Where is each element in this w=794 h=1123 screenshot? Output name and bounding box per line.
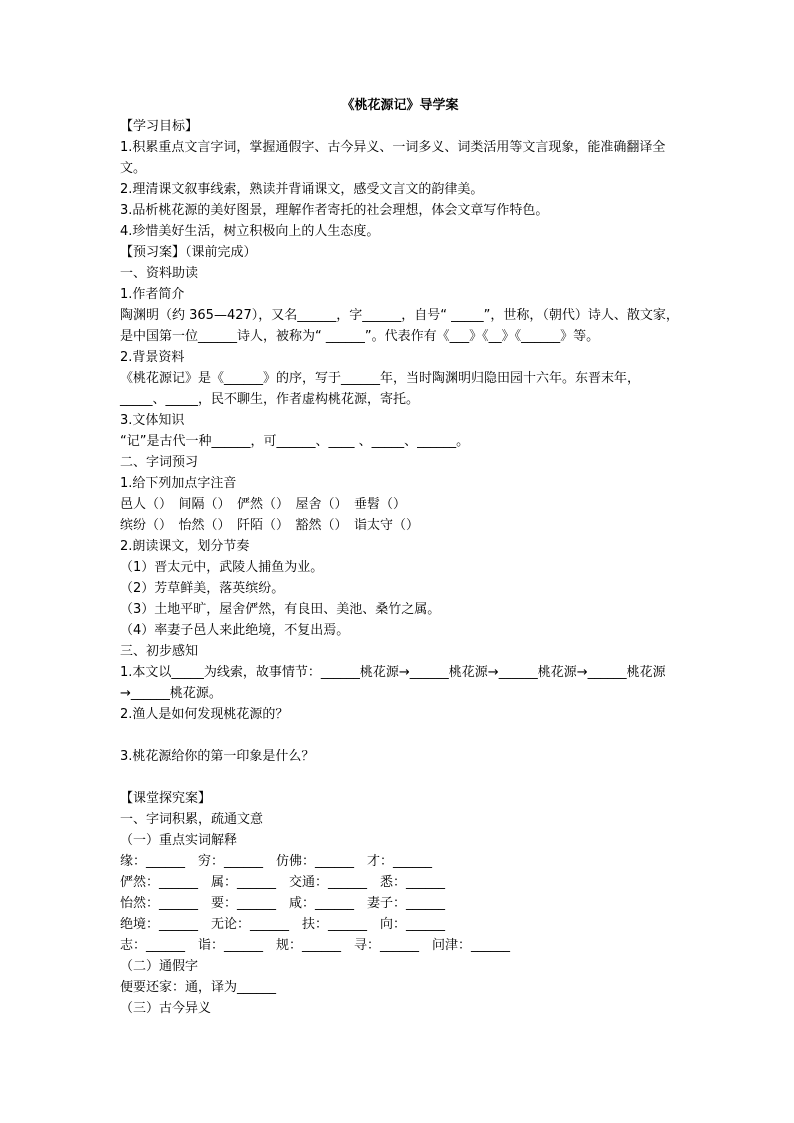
key-words-row-4: 绝境：______ 无论：______ 扶：______ 向：______	[120, 917, 446, 932]
document-title: 《桃花源记》导学案	[341, 98, 459, 113]
rhythm-sentence-2: （2）芳草鲜美，落英缤纷。	[120, 581, 285, 596]
genre-text: “记”是古代一种______，可______、____ 、_____、______。	[120, 434, 470, 449]
document-body	[120, 96, 680, 1019]
subheading-materials: 一、资料助读	[120, 266, 199, 281]
key-words-row-1: 缘：______ 穷：______ 仿佛：______ 才：______	[120, 854, 433, 869]
author-intro-text: 陶渊明（约 365—427），又名______，字______，自号“ _____”，世称，（朝代）诗人、散文家，是中国第一位______诗人，被称为“ ______”。代表作有《___》《__》《______》等。	[120, 308, 679, 344]
rhythm-sentence-4: （4）率妻子邑人来此绝境，不复出焉。	[120, 623, 350, 638]
objective-4: 4.珍惜美好生活，树立积极向上的人生态度。	[120, 224, 380, 239]
key-words-row-2: 俨然：______ 属：______ 交通：______ 悉：______	[120, 875, 446, 890]
rhythm-sentence-1: （1）晋太元中，武陵人捕鱼为业。	[120, 560, 324, 575]
subheading-vocab-accumulation: 一、字词积累，疏通文意	[120, 812, 264, 827]
key-words-row-3: 怡然：______ 要：______ 咸：______ 妻子：______	[120, 896, 446, 911]
subheading-vocab-preview: 二、字词预习	[120, 455, 199, 470]
key-words-row-5: 志：______ 诣：______ 规：______ 寻：______ 问津：______	[120, 938, 511, 953]
interchangeable-item: 便要还家：通，译为______	[120, 980, 277, 995]
question-impression: 3.桃花源给你的第一印象是什么？	[120, 749, 315, 764]
pinyin-row-2: 缤纷（） 怡然（） 阡陌（） 豁然（） 诣太守（）	[120, 518, 420, 533]
rhythm-sentence-3: （3）土地平旷，屋舍俨然，有良田、美池、桑竹之属。	[120, 602, 441, 617]
answer-space	[120, 725, 680, 746]
question-plot: 1.本文以_____为线索，故事情节：______桃花源→______桃花源→______桃花源→______桃花源→______桃花源。	[120, 665, 666, 701]
objective-3: 3.品析桃花源的美好图景，理解作者寄托的社会理想，体会文章写作特色。	[120, 203, 549, 218]
item-pinyin: 1.给下列加点字注音	[120, 476, 237, 491]
answer-space	[120, 767, 680, 788]
item-author-intro: 1.作者简介	[120, 287, 185, 302]
background-text: 《桃花源记》是《______》的序，写于______年，当时陶渊明归隐田园十六年。东晋末年，_____、_____，民不聊生，作者虚构桃花源，寄托。	[120, 371, 641, 407]
question-discovery: 2.渔人是如何发现桃花源的？	[120, 707, 289, 722]
section-heading-preview: 【预习案】（课前完成）	[120, 245, 257, 260]
item-genre: 3.文体知识	[120, 413, 185, 428]
subheading-key-words: （一）重点实词解释	[120, 833, 238, 848]
item-background: 2.背景资料	[120, 350, 185, 365]
objective-1: 1.积累重点文言字词，掌握通假字、古今异义、一词多义、词类活用等文言现象，能准确翻译全文。	[120, 140, 666, 176]
subheading-ancient-modern: （三）古今异义	[120, 1001, 212, 1016]
subheading-interchangeable: （二）通假字	[120, 959, 199, 974]
objective-2: 2.理清课文叙事线索，熟读并背诵课文，感受文言文的韵律美。	[120, 182, 484, 197]
item-rhythm: 2.朗读课文，划分节奏	[120, 539, 250, 554]
section-heading-objectives: 【学习目标】	[120, 119, 199, 134]
subheading-first-impression: 三、初步感知	[120, 644, 199, 659]
pinyin-row-1: 邑人（） 间隔（） 俨然（） 屋舍（） 垂髫（）	[120, 497, 407, 512]
section-heading-classroom: 【课堂探究案】	[120, 791, 212, 806]
